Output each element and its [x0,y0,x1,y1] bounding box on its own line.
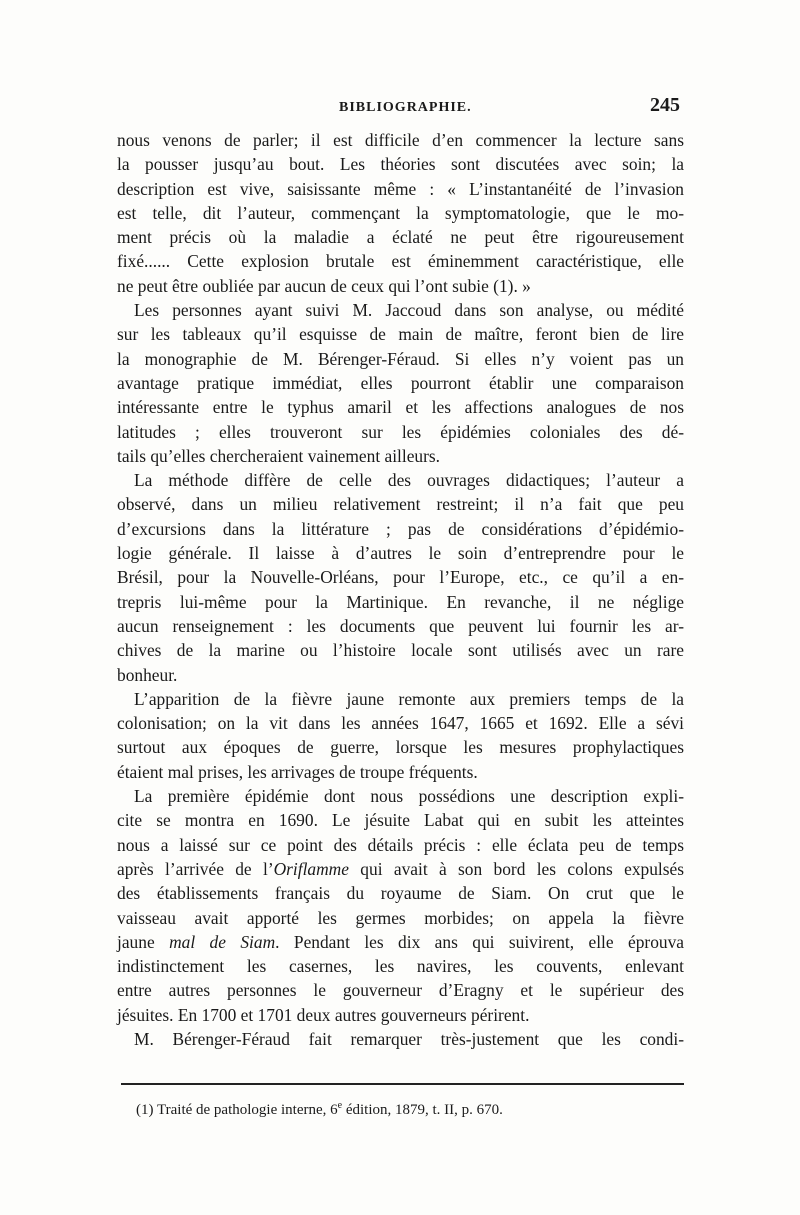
text-line: Les personnes ayant suivi M. Jaccoud dans son analyse, ou médité [134,300,684,321]
text-segment: après l’arrivée de l’ [117,858,274,879]
ship-name: Oriflamme [273,858,349,879]
footnote-text-b: édition, 1879, t. II, p. 670. [342,1102,503,1118]
text-line: intéressante entre le typhus amaril et les affections analogues de nos [117,397,684,418]
text-line: logie générale. Il laisse à d’autres le soin d’entreprendre pour le [117,543,684,564]
text-line: indistinctement les casernes, les navires, les couvents, enlevant [117,956,684,977]
text-line: La première épidémie dont nous possédions une description expli- [134,786,684,807]
text-line: latitudes ; elles trouveront sur les épidémies coloniales des dé- [117,421,684,442]
text-line: vaisseau avait apporté les germes morbides; on appela la fièvre [117,907,684,928]
page-number: 245 [650,94,680,116]
text-line: sur les tableaux qu’il esquisse de main de maître, feront bien de lire [117,324,684,345]
text-line: ment précis où la maladie a éclaté ne peut être rigoureusement [117,227,684,248]
text-line: observé, dans un milieu relativement restreint; il n’a fait que peu [117,494,684,515]
footnote-marker: (1) [136,1102,154,1118]
text-line: des établissements français du royaume de Siam. On crut que le [117,883,684,904]
text-line: tails qu’elles chercheraient vainement ailleurs. [117,445,441,466]
disease-name: mal de Siam [169,931,276,952]
text-line: bonheur. [117,664,178,685]
text-segment: jaune [117,931,170,952]
text-segment: . Pendant les dix ans qui suivirent, elle éprouva [275,931,684,952]
text-line: est telle, dit l’auteur, commençant la symptomatologie, que le mo- [117,202,684,223]
footnote [136,1100,503,1119]
footnote-text [157,1102,503,1118]
running-head: BIBLIOGRAPHIE. [339,100,472,115]
text-line: jésuites. En 1700 et 1701 deux autres gouverneurs périrent. [117,1004,530,1025]
text-segment: qui avait à son bord les colons expulsés [348,858,684,879]
text-line: la monographie de M. Bérenger-Féraud. Si elles n’y voient pas un [117,348,684,369]
text-line: description est vive, saisissante même : « L’instantanéité de l’invasion [117,178,684,199]
text-line [117,930,684,954]
text-line: cite se montra en 1690. Le jésuite Labat qui en subit les atteintes [117,810,684,831]
text-line: entre autres personnes le gouverneur d’Eragny et le supérieur des [117,980,684,1001]
footnote-rule [121,1083,684,1085]
text-line: avantage pratique immédiat, elles pourront établir une comparaison [117,372,684,393]
text-line: La méthode diffère de celle des ouvrages didactiques; l’auteur a [134,470,684,491]
page-header [117,96,684,122]
text-line: colonisation; on la vit dans les années 1647, 1665 et 1692. Elle a sévi [117,713,684,734]
text-line: L’apparition de la fièvre jaune remonte aux premiers temps de la [134,688,684,709]
text-line [117,857,684,881]
text-line: M. Bérenger-Féraud fait remarquer très-justement que les condi- [134,1028,684,1049]
text-line: nous a laissé sur ce point des détails précis : elle éclata peu de temps [117,834,684,855]
text-line: étaient mal prises, les arrivages de troupe fréquents. [117,761,478,782]
text-line: la pousser jusqu’au bout. Les théories sont discutées avec soin; la [117,154,684,175]
text-line: Brésil, pour la Nouvelle-Orléans, pour l’Europe, etc., ce qu’il a en- [117,567,684,588]
text-line: ne peut être oubliée par aucun de ceux qui l’ont subie (1). » [117,275,531,296]
text-line: nous venons de parler; il est difficile d’en commencer la lecture sans [117,130,684,150]
text-line: aucun renseignement : les documents que peuvent lui fournir les ar- [117,615,684,636]
text-line: surtout aux époques de guerre, lorsque les mesures prophylactiques [117,737,684,758]
text-line: chives de la marine ou l’histoire locale sont utilisés avec un rare [117,640,684,661]
footnote-sup: e [337,1100,343,1111]
footnote-text-a: Traité de pathologie interne, 6 [156,1102,338,1118]
text-line: d’excursions dans la littérature ; pas de considérations d’épidémio- [117,518,684,539]
body-text [117,128,684,1051]
text-line: fixé...... Cette explosion brutale est éminemment caractéristique, elle [117,251,684,272]
text-line: trepris lui-même pour la Martinique. En revanche, il ne néglige [117,591,684,612]
